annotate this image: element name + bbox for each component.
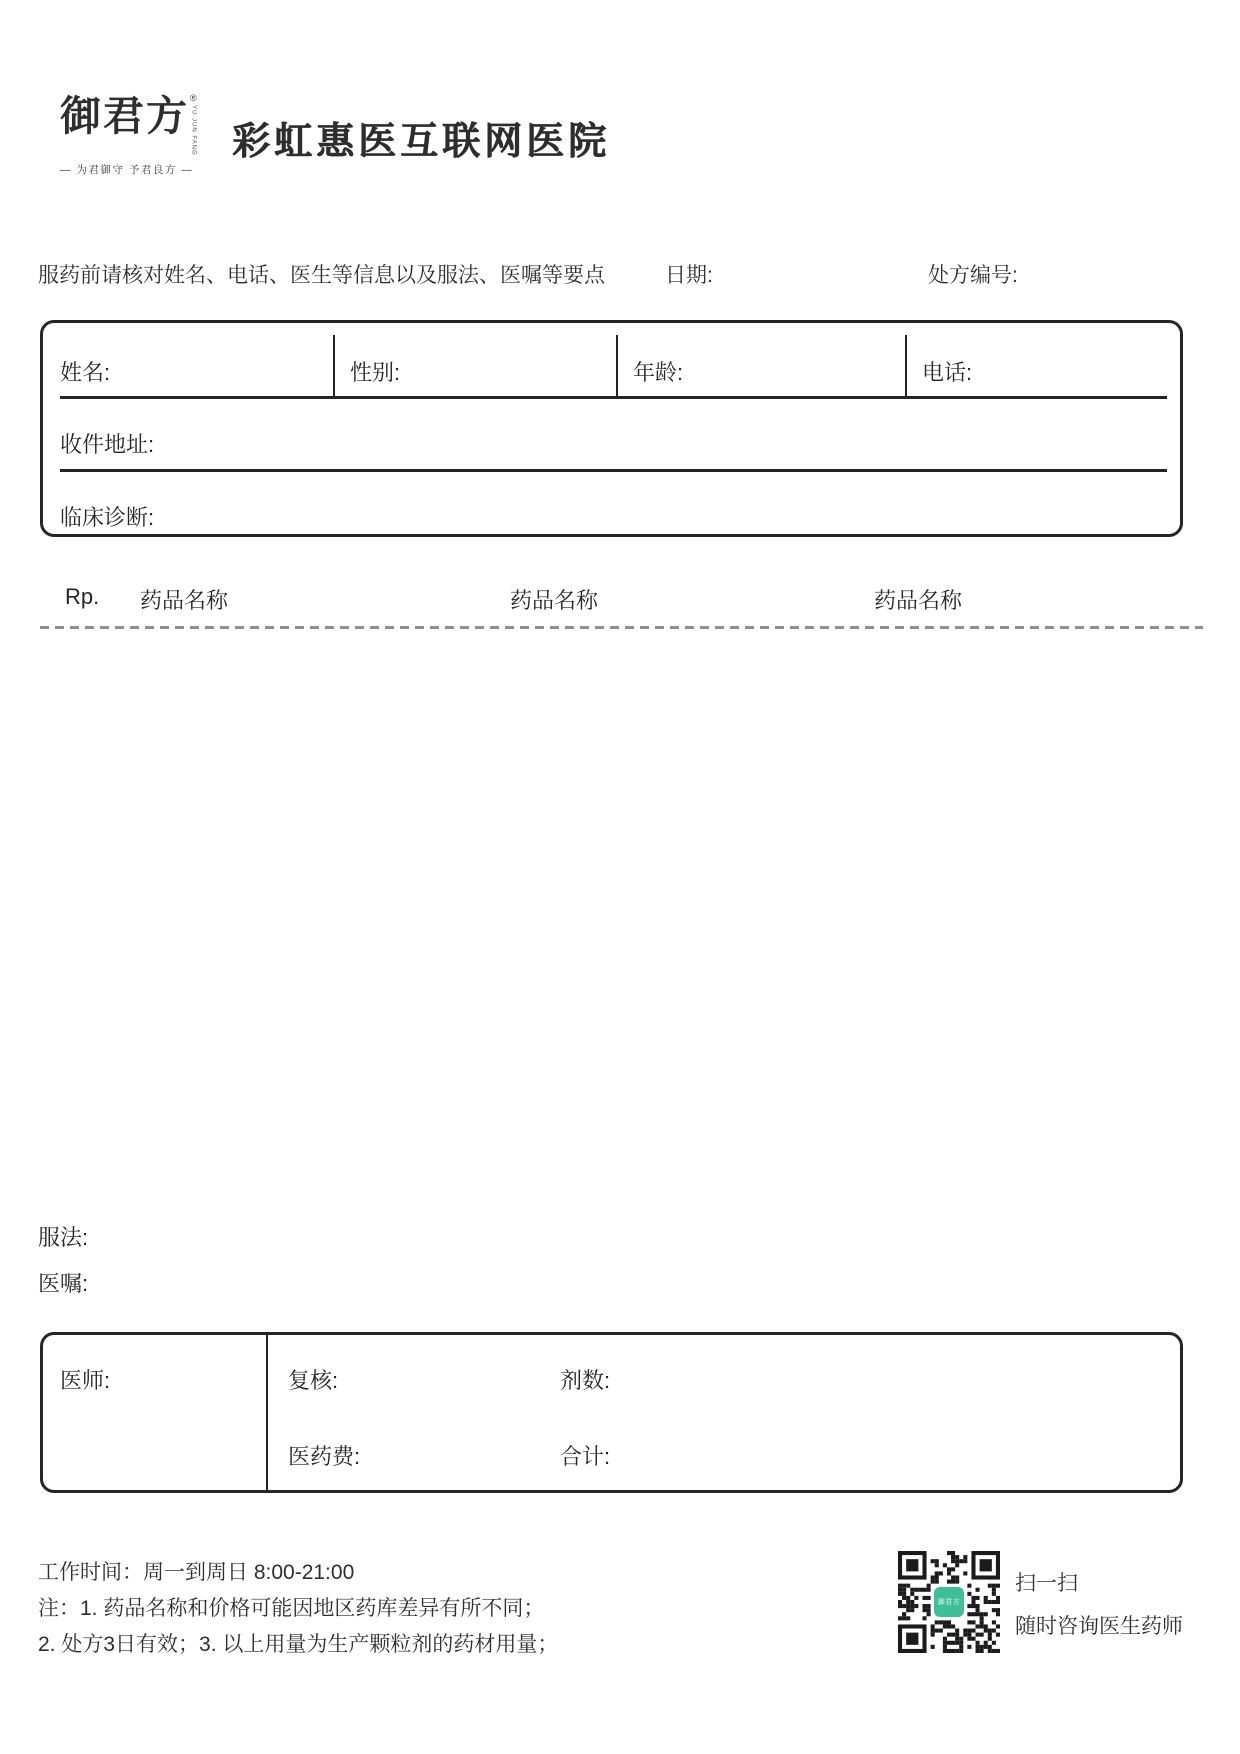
brand-tagline: — 为君御守 予君良方 — bbox=[60, 163, 194, 176]
name-field-label: 姓名: bbox=[60, 360, 111, 385]
brand-logo bbox=[60, 94, 210, 177]
registered-trademark-icon: ® bbox=[190, 93, 197, 103]
prescription-number-label: 处方编号: bbox=[928, 264, 1018, 287]
drug-name-column-header: 药品名称 bbox=[140, 588, 229, 613]
dose-count-field-label: 剂数: bbox=[560, 1368, 611, 1393]
scan-qr-label: 扫一扫 bbox=[1015, 1572, 1078, 1595]
usage-field-label: 服法: bbox=[38, 1225, 89, 1250]
signature-fee-box bbox=[40, 1332, 1183, 1493]
footer-note-line1: 注：1. 药品名称和价格可能因地区药库差异有所不同； bbox=[38, 1597, 545, 1620]
drug-name-column-header: 药品名称 bbox=[874, 588, 963, 613]
scan-qr-description: 随时咨询医生药师 bbox=[1015, 1615, 1183, 1638]
field-divider bbox=[616, 335, 618, 396]
phone-field-label: 电话: bbox=[922, 360, 973, 385]
brand-logo-pinyin: YU JUN FANG bbox=[190, 105, 197, 156]
rp-label: Rp. bbox=[65, 584, 100, 609]
hospital-title: 彩虹惠医互联网医院 bbox=[232, 121, 611, 163]
field-divider bbox=[333, 335, 335, 396]
qr-center-logo: 御君方 bbox=[934, 1587, 964, 1617]
qr-code bbox=[898, 1551, 1000, 1653]
gender-field-label: 性别: bbox=[350, 360, 401, 385]
address-field-label: 收件地址: bbox=[60, 432, 155, 457]
doctor-field-label: 医师: bbox=[60, 1368, 111, 1393]
brand-logo-text: 御君方 bbox=[60, 92, 189, 140]
footer-note-line2: 2. 处方3日有效；3. 以上用量为生产颗粒剂的药材用量； bbox=[38, 1633, 559, 1656]
medicine-fee-field-label: 医药费: bbox=[288, 1444, 361, 1469]
sign-box-divider bbox=[266, 1335, 268, 1490]
drug-name-column-header: 药品名称 bbox=[510, 588, 599, 613]
rx-dashed-separator bbox=[40, 626, 1203, 629]
doctor-advice-field-label: 医嘱: bbox=[38, 1271, 89, 1296]
verification-notice: 服药前请核对姓名、电话、医生等信息以及服法、医嘱等要点 bbox=[38, 264, 605, 287]
age-field-label: 年龄: bbox=[633, 360, 684, 385]
patient-info-box bbox=[40, 320, 1183, 537]
work-time-text: 工作时间：周一到周日 8:00-21:00 bbox=[38, 1561, 355, 1584]
diagnosis-field-label: 临床诊断: bbox=[60, 505, 155, 530]
total-field-label: 合计: bbox=[560, 1444, 611, 1469]
row-divider bbox=[60, 469, 1167, 472]
field-divider bbox=[905, 335, 907, 396]
row-divider bbox=[60, 396, 1167, 399]
review-field-label: 复核: bbox=[288, 1368, 339, 1393]
date-label: 日期: bbox=[665, 264, 713, 287]
